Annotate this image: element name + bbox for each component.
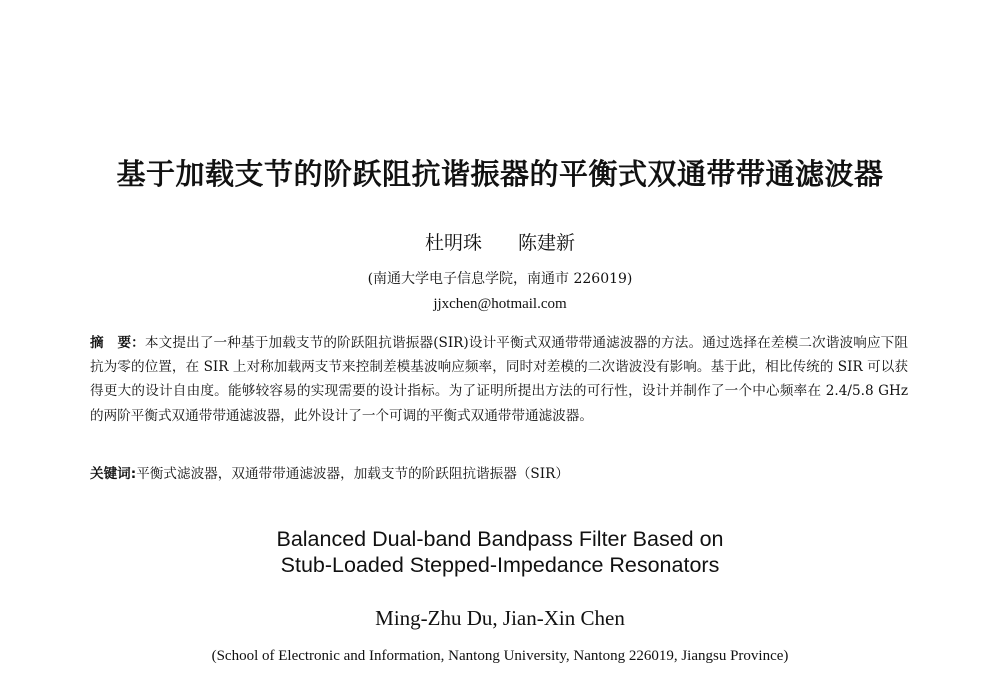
abstract-text: 本文提出了一种基于加载支节的阶跃阻抗谐振器(SIR)设计平衡式双通带带通滤波器的方法。通过选择在差模二次谐波响应下阻抗为零的位置，在 SIR 上对称加载两支节来控制差模基波响应频率，同时对差模的二次谐波没有影响。基于此，相比传统的 SIR 可以获得更大的设计自由度。能够较容易的实现需要的设计指标。为了证明所提出方法的可行性，设计并制作了一个中心频率在 2.4/5.8 GHz 的两阶平衡式双通带带通滤波器，此外设计了一个可调的平衡式双通带带通滤波器。 xyxy=(90,335,909,424)
abstract xyxy=(90,331,908,428)
chinese-title: 基于加载支节的阶跃阻抗谐振器的平衡式双通带带通滤波器 xyxy=(116,157,884,191)
chinese-authors xyxy=(0,228,1000,255)
author-cn-1: 杜明珠 xyxy=(424,232,482,254)
author-email: jjxchen@hotmail.com xyxy=(433,296,567,312)
english-affiliation: (School of Electronic and Information, Nantong University, Nantong 226019, Jiangsu Province) xyxy=(211,648,789,664)
author-cn-2: 陈建新 xyxy=(518,232,576,254)
english-authors: Ming-Zhu Du, Jian-Xin Chen xyxy=(375,606,625,630)
keywords-label: 关键词: xyxy=(90,466,137,482)
chinese-affiliation: (南通大学电子信息学院，南通市 226019) xyxy=(367,271,633,287)
abstract-label: 摘 要： xyxy=(90,335,145,351)
keywords xyxy=(90,462,908,486)
keywords-text: 平衡式滤波器，双通带带通滤波器，加载支节的阶跃阻抗谐振器（SIR） xyxy=(136,466,569,482)
english-title-line-2: Stub-Loaded Stepped-Impedance Resonators xyxy=(280,553,720,577)
english-title-line-1: Balanced Dual-band Bandpass Filter Based on xyxy=(276,527,724,551)
english-title xyxy=(0,526,1000,578)
